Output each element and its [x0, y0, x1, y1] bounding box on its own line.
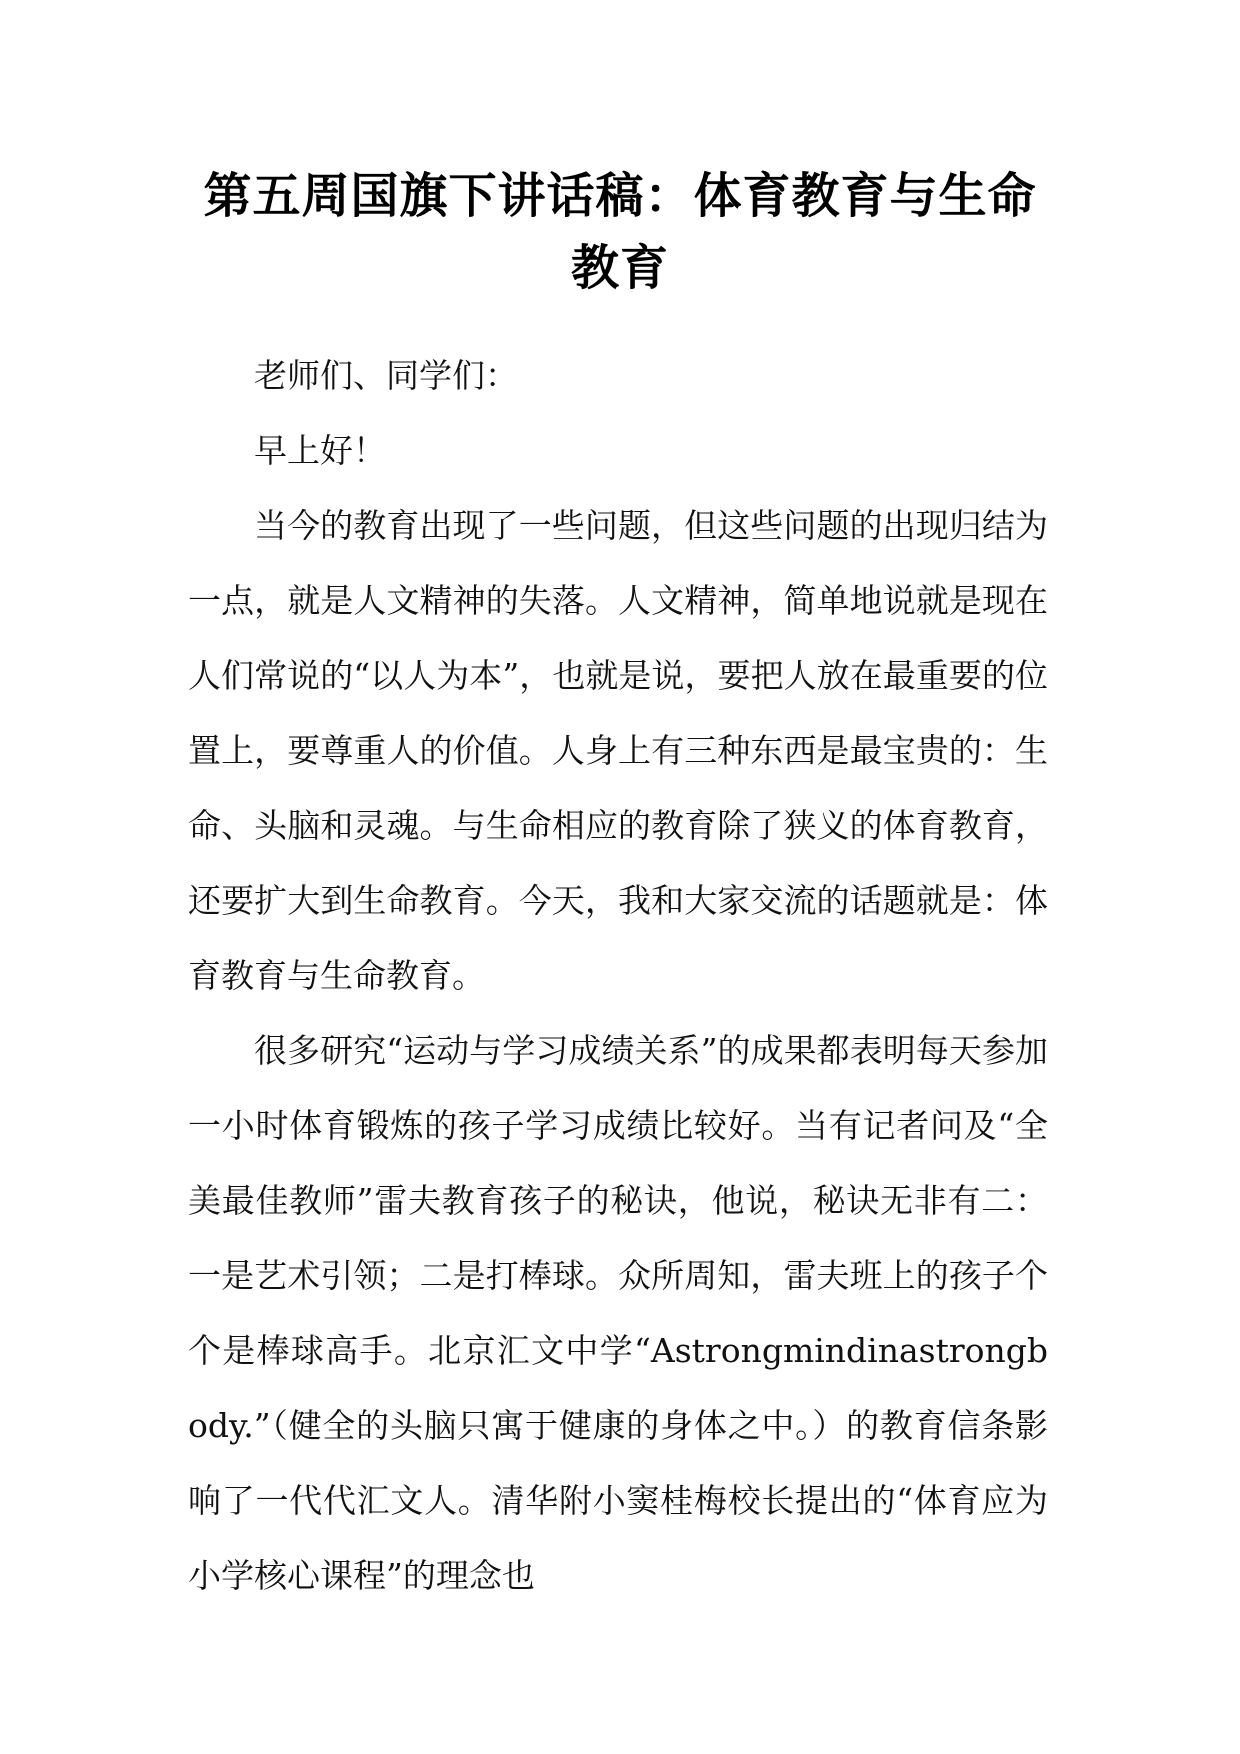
greeting: 早上好！ [254, 431, 386, 470]
document-body [188, 338, 1048, 1613]
body-paragraph-2: 很多研究“运动与学习成绩关系”的成果都表明每天参加一小时体育锻炼的孩子学习成绩比较好。当有记者问及“全美最佳教师”雷夫教育孩子的秘诀，他说，秘诀无非有二：一是艺术引领；二是打棒球。众所周知，雷夫班上的孩子个个是棒球高手。北京汇文中学“Astrongmindinastrongbody.”（健全的头脑只寓于健康的身体之中。）的教育信条影响了一代代汇文人。清华附小窦桂梅校长提出的“体育应为小学核心课程”的理念也 [188, 1031, 1048, 1595]
page-title [150, 160, 1090, 304]
salutation: 老师们、同学们： [254, 356, 518, 395]
title-line-2: 教育 [570, 240, 669, 296]
title-line-1: 第五周国旗下讲话稿：体育教育与生命 [203, 168, 1037, 224]
body-paragraph-1: 当今的教育出现了一些问题，但这些问题的出现归结为一点，就是人文精神的失落。人文精神，简单地说就是现在人们常说的“以人为本”，也就是说，要把人放在最重要的位置上，要尊重人的价值。人身上有三种东西是最宝贵的：生命、头脑和灵魂。与生命相应的教育除了狭义的体育教育，还要扩大到生命教育。今天，我和大家交流的话题就是：体育教育与生命教育。 [188, 506, 1048, 995]
